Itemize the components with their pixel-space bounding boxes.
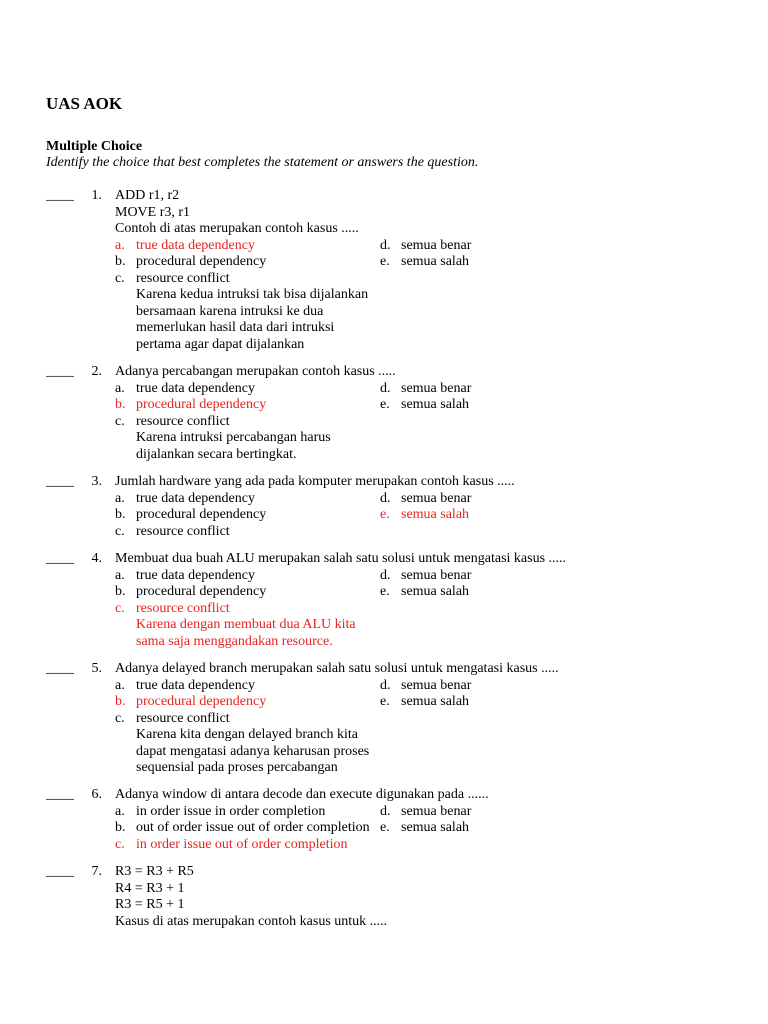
option-text: semua benar: [401, 380, 472, 396]
option-letter: c.: [115, 523, 125, 539]
explanation-line: dapat mengatasi adanya keharusan proses: [136, 743, 370, 759]
explanation-line: dijalankan secara bertingkat.: [136, 446, 297, 462]
options-group: [115, 568, 675, 618]
question-text: Contoh di atas merupakan contoh kasus .....: [115, 221, 359, 236]
option-text: resource conflict: [136, 413, 230, 429]
question-number: 5.: [91, 661, 102, 676]
explanation-line: Karena dengan membuat dua ALU kita: [136, 617, 356, 632]
option-letter: b.: [115, 584, 126, 599]
question-text: Membuat dua buah ALU merupakan salah satu solusi untuk mengatasi kasus .....: [115, 551, 567, 566]
option-text: semua salah: [401, 694, 470, 709]
option-letter: e.: [380, 584, 390, 599]
options-group: [115, 804, 675, 854]
option-letter: b.: [115, 820, 126, 835]
question-text: Adanya percabangan merupakan contoh kasus .....: [115, 364, 396, 379]
question-number: 3.: [91, 474, 102, 489]
option-text: resource conflict: [136, 710, 230, 726]
question-text: R4 = R3 + 1: [115, 880, 185, 896]
explanation-line: Karena intruksi percabangan harus: [136, 430, 331, 445]
options-group: [115, 238, 675, 288]
option-text: procedural dependency: [136, 694, 267, 709]
answer-blank[interactable]: ____: [46, 188, 74, 203]
option-text: in order issue in order completion: [136, 803, 326, 819]
option-letter: c.: [115, 836, 125, 852]
explanation-line: sama saja menggandakan resource.: [136, 633, 333, 649]
explanation-line: Karena kedua intruksi tak bisa dijalankan: [136, 287, 369, 302]
option-letter: d.: [380, 677, 391, 693]
option-letter: a.: [115, 677, 125, 693]
explanation-line: sequensial pada proses percabangan: [136, 760, 338, 775]
option-text: procedural dependency: [136, 584, 267, 599]
answer-blank[interactable]: ____: [46, 787, 74, 802]
option-text: true data dependency: [136, 567, 255, 583]
question-body: [115, 364, 735, 463]
option-letter: d.: [380, 567, 391, 583]
option-letter: e.: [380, 397, 390, 412]
option-letter: e.: [380, 254, 390, 269]
option-letter: b.: [115, 694, 126, 709]
option-text: resource conflict: [136, 523, 230, 539]
option-text: semua salah: [401, 397, 470, 412]
option-text: semua benar: [401, 677, 472, 693]
explanation-line: pertama agar dapat dijalankan: [136, 336, 305, 352]
answer-blank[interactable]: ____: [46, 364, 74, 379]
explanation: [115, 617, 735, 650]
option-letter: e.: [380, 507, 390, 522]
option-text: resource conflict: [136, 600, 230, 616]
option-letter: a.: [115, 803, 125, 819]
option-text: semua benar: [401, 237, 472, 253]
explanation-line: bersamaan karena intruksi ke dua: [136, 303, 324, 319]
question-number: 4.: [91, 551, 102, 566]
option-text: out of order issue out of order completion: [136, 820, 370, 835]
option-letter: b.: [115, 507, 126, 522]
option-text: true data dependency: [136, 490, 255, 506]
option-text: semua benar: [401, 803, 472, 819]
question-text: MOVE r3, r1: [115, 204, 191, 220]
question-body: [115, 787, 735, 853]
option-letter: a.: [115, 380, 125, 396]
option-text: true data dependency: [136, 237, 255, 253]
option-text: in order issue out of order completion: [136, 836, 348, 852]
question-body: [115, 551, 735, 650]
option-letter: d.: [380, 490, 391, 506]
option-text: semua benar: [401, 490, 472, 506]
answer-blank[interactable]: ____: [46, 661, 74, 676]
option-letter: c.: [115, 413, 125, 429]
option-letter: b.: [115, 397, 126, 412]
options-group: [115, 491, 675, 541]
option-text: true data dependency: [136, 380, 255, 396]
question-body: [115, 864, 735, 930]
question-text: R3 = R5 + 1: [115, 897, 185, 912]
options-group: [115, 678, 675, 728]
answer-blank[interactable]: ____: [46, 551, 74, 566]
option-text: procedural dependency: [136, 254, 267, 269]
option-text: semua salah: [401, 820, 470, 835]
option-text: procedural dependency: [136, 507, 267, 522]
answer-blank[interactable]: ____: [46, 864, 74, 879]
option-letter: e.: [380, 820, 390, 835]
option-letter: d.: [380, 380, 391, 396]
option-letter: c.: [115, 270, 125, 286]
question-number: 2.: [91, 364, 102, 379]
question-number: 6.: [91, 787, 102, 802]
question-text: Jumlah hardware yang ada pada komputer merupakan contoh kasus .....: [115, 474, 515, 489]
option-letter: c.: [115, 710, 125, 726]
option-text: semua salah: [401, 584, 470, 599]
explanation-line: memerlukan hasil data dari intruksi: [136, 320, 335, 335]
option-letter: d.: [380, 237, 391, 253]
option-letter: a.: [115, 490, 125, 506]
explanation: [115, 287, 735, 353]
option-text: semua salah: [401, 254, 470, 269]
section-heading: Multiple Choice: [46, 139, 143, 154]
explanation-line: Karena kita dengan delayed branch kita: [136, 727, 358, 742]
option-text: semua benar: [401, 567, 472, 583]
option-letter: a.: [115, 567, 125, 583]
option-letter: e.: [380, 694, 390, 709]
options-group: [115, 381, 675, 431]
option-text: procedural dependency: [136, 397, 267, 412]
question-text: Adanya window di antara decode dan execute digunakan pada ......: [115, 787, 489, 802]
exam-title: UAS AOK: [46, 94, 123, 113]
question-text: Adanya delayed branch merupakan salah satu solusi untuk mengatasi kasus .....: [115, 661, 559, 676]
question-body: [115, 188, 735, 353]
answer-blank[interactable]: ____: [46, 474, 74, 489]
option-text: true data dependency: [136, 677, 255, 693]
question-number: 7.: [91, 864, 102, 879]
option-text: resource conflict: [136, 270, 230, 286]
question-number: 1.: [91, 188, 102, 203]
option-letter: c.: [115, 600, 125, 616]
question-text: ADD r1, r2: [115, 188, 180, 203]
instructions: Identify the choice that best completes the statement or answers the question.: [46, 155, 479, 170]
option-letter: d.: [380, 803, 391, 819]
option-letter: a.: [115, 237, 125, 253]
question-text: Kasus di atas merupakan contoh kasus untuk .....: [115, 913, 388, 929]
question-body: [115, 474, 735, 540]
question-text: R3 = R3 + R5: [115, 864, 194, 879]
option-text: semua salah: [401, 507, 470, 522]
option-letter: b.: [115, 254, 126, 269]
explanation: [115, 430, 735, 463]
question-body: [115, 661, 735, 777]
explanation: [115, 727, 735, 777]
